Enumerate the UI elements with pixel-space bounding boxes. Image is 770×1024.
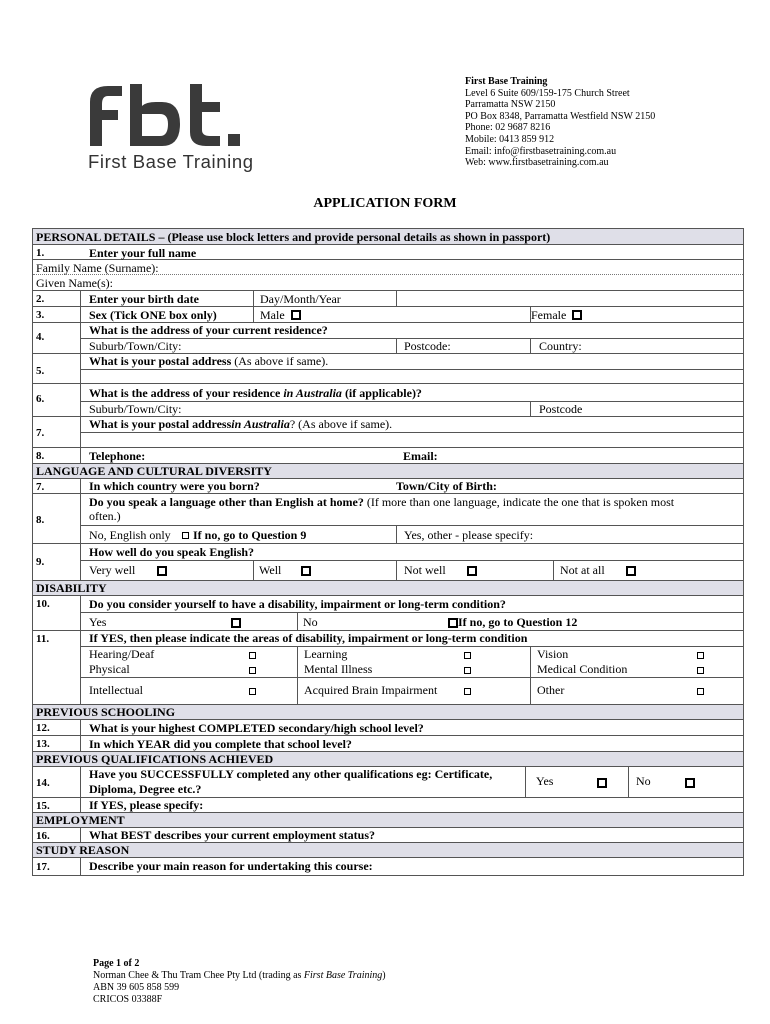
q-number: 9. (36, 556, 45, 568)
q-hint: (If more than one language, indicate the one that is spoken most (363, 495, 675, 509)
male-label: Male (260, 308, 285, 322)
email: Email: info@firstbasetraining.com.au (465, 145, 617, 157)
q-label: What BEST describes your current employment status? (89, 828, 376, 842)
quals-no-checkbox[interactable] (685, 778, 695, 788)
section-schooling (33, 705, 743, 720)
q3-row (33, 307, 743, 323)
other-label: Other (537, 683, 565, 697)
mobile: Mobile: 0413 859 912 (465, 133, 555, 145)
brain-checkbox[interactable] (464, 688, 471, 695)
q-label: Enter your full name (89, 246, 197, 260)
no-label: No (303, 615, 318, 629)
q-number: 6. (36, 393, 45, 405)
family-name-field[interactable] (33, 260, 743, 275)
vision-checkbox[interactable] (697, 652, 704, 659)
q-label-emphasis: in Australia (283, 386, 342, 400)
q-label: How well do you speak English? (89, 545, 255, 559)
q-label: What is your highest COMPLETED secondary/high school level? (89, 721, 424, 735)
quals-yes-checkbox[interactable] (597, 778, 607, 788)
q-label: What is the address of your current residence? (89, 323, 328, 337)
q-label: What is your postal address (89, 354, 232, 368)
yes-other-label: Yes, other - please specify: (404, 528, 534, 542)
learning-label: Learning (304, 647, 348, 661)
q-label: In which country were you born? (89, 479, 260, 493)
q-number: 11. (36, 633, 50, 645)
q11-row (33, 631, 743, 705)
section-title: LANGUAGE AND CULTURAL DIVERSITY (36, 464, 272, 478)
medical-label: Medical Condition (537, 662, 628, 676)
country-label: Country: (539, 339, 582, 353)
q-number: 8. (36, 514, 45, 526)
q-label: What is your postal address (89, 417, 232, 431)
q-label: Describe your main reason for undertaking this course: (89, 859, 373, 873)
postcode-label: Postcode: (404, 339, 451, 353)
abn: ABN 39 605 858 599 (93, 982, 180, 993)
q16-row (33, 828, 743, 843)
address-line-2: Parramatta NSW 2150 (465, 99, 556, 111)
q8-row (33, 448, 743, 464)
page-footer (93, 958, 386, 1006)
not-well-checkbox[interactable] (467, 566, 477, 576)
company-text-end: ) (382, 970, 386, 981)
physical-label: Physical (89, 662, 130, 676)
very-well-checkbox[interactable] (157, 566, 167, 576)
not-at-all-checkbox[interactable] (626, 566, 636, 576)
q-label-emphasis: in Australia (231, 417, 290, 431)
q-number: 3. (36, 309, 45, 321)
q-hint: often.) (89, 509, 121, 523)
no-english-checkbox[interactable] (182, 532, 189, 539)
family-name-label: Family Name (Surname): (36, 261, 159, 275)
website: Web: www.firstbasetraining.com.au (465, 157, 609, 169)
q-number: 15. (36, 800, 50, 812)
well-label: Well (259, 563, 282, 577)
contact-block (465, 76, 655, 169)
other-checkbox[interactable] (697, 688, 704, 695)
skip-instruction: If no, go to Question 9 (193, 528, 307, 542)
q-number: 5. (36, 365, 45, 377)
q7-row (33, 417, 743, 448)
section-title: STUDY REASON (36, 843, 130, 857)
q-label: In which YEAR did you complete that school level? (89, 737, 352, 751)
org-name: First Base Training (465, 76, 548, 87)
section-study (33, 843, 743, 858)
q-label-tail: (if applicable)? (341, 386, 422, 400)
not-well-label: Not well (404, 563, 446, 577)
section-title: DISABILITY (36, 581, 107, 595)
cricos: CRICOS 03388F (93, 994, 163, 1005)
yes-label: Yes (89, 615, 107, 629)
q14-row (33, 767, 743, 798)
company-text: Norman Chee & Thu Tram Chee Pty Ltd (trading as (93, 970, 304, 981)
mental-checkbox[interactable] (464, 667, 471, 674)
well-checkbox[interactable] (301, 566, 311, 576)
section-title: PREVIOUS SCHOOLING (36, 705, 176, 719)
given-name-label: Given Name(s): (36, 276, 113, 290)
q10-row (33, 596, 743, 631)
po-box: PO Box 8348, Parramatta Westfield NSW 2150 (465, 110, 656, 122)
q-label: Have you SUCCESSFULLY completed any other qualifications eg: Certificate, (89, 767, 493, 781)
intellectual-checkbox[interactable] (249, 688, 256, 695)
q-number: 1. (36, 247, 45, 259)
q-number: 7. (36, 481, 45, 493)
q-number: 4. (36, 331, 45, 343)
q-number: 16. (36, 830, 50, 842)
q15-row (33, 798, 743, 813)
q1-row (33, 245, 743, 260)
vision-label: Vision (537, 647, 569, 661)
application-form (32, 228, 744, 876)
q5-row (33, 354, 743, 384)
country-of-birth-row (33, 479, 743, 494)
section-employment (33, 813, 743, 828)
q-label: Do you speak a language other than English at home? (89, 495, 364, 509)
telephone-label: Telephone: (89, 449, 146, 463)
fbt-logo-mark (88, 80, 263, 150)
page-number: Page 1 of 2 (93, 958, 140, 969)
disability-yes-checkbox[interactable] (231, 618, 241, 628)
q6-row (33, 384, 743, 417)
section-title: PERSONAL DETAILS – (Please use block letters and provide personal details as shown in passport) (36, 230, 551, 244)
female-label: Female (531, 308, 567, 322)
date-format-hint: Day/Month/Year (260, 292, 341, 306)
brain-label: Acquired Brain Impairment (304, 683, 438, 697)
phone: Phone: 02 9687 8216 (465, 122, 551, 134)
q-number: 14. (36, 777, 50, 789)
q-number: 17. (36, 861, 50, 873)
q-number: 13. (36, 738, 50, 750)
q-label: If YES, then please indicate the areas of disability, impairment or long-term condition (89, 631, 528, 645)
q-number: 12. (36, 722, 50, 734)
no-english-label: No, English only (89, 528, 171, 542)
medical-checkbox[interactable] (697, 667, 704, 674)
section-title: PREVIOUS QUALIFICATIONS ACHIEVED (36, 752, 274, 766)
section-qualifications (33, 752, 743, 767)
q-label: What is the address of your residence (89, 386, 284, 400)
language-row (33, 494, 743, 544)
q-label: Diploma, Degree etc.? (89, 782, 202, 796)
q-number: 8. (36, 450, 45, 462)
yes-label: Yes (536, 774, 554, 788)
no-label: No (636, 774, 651, 788)
q-label: Sex (Tick ONE box only) (89, 308, 217, 322)
mental-label: Mental Illness (304, 662, 373, 676)
logo-tagline: First Base Training (88, 151, 254, 172)
q-label: If YES, please specify: (89, 798, 204, 812)
q17-row (33, 858, 743, 876)
male-checkbox[interactable] (291, 310, 301, 320)
learning-checkbox[interactable] (464, 652, 471, 659)
postcode-label: Postcode (539, 402, 583, 416)
section-disability (33, 581, 743, 596)
q4-row (33, 323, 743, 354)
q-hint: (As above if same). (231, 354, 329, 368)
q-number: 10. (36, 598, 50, 610)
town-birth-label: Town/City of Birth: (396, 479, 497, 493)
address-line-1: Level 6 Suite 609/159-175 Church Street (465, 87, 630, 99)
form-title: APPLICATION FORM (313, 196, 457, 211)
q-label: Enter your birth date (89, 292, 199, 306)
female-checkbox[interactable] (572, 310, 582, 320)
q12-row (33, 720, 743, 736)
q-number: 7. (36, 427, 45, 439)
company-line (93, 970, 386, 982)
section-personal (33, 229, 743, 245)
suburb-label: Suburb/Town/City: (89, 402, 182, 416)
section-title: EMPLOYMENT (36, 813, 125, 827)
q13-row (33, 736, 743, 752)
suburb-label: Suburb/Town/City: (89, 339, 182, 353)
hearing-label: Hearing/Deaf (89, 647, 155, 661)
given-name-field[interactable] (33, 275, 743, 291)
q-number: 2. (36, 293, 45, 305)
q-label: Do you consider yourself to have a disability, impairment or long-term condition? (89, 597, 506, 611)
not-at-all-label: Not at all (560, 563, 605, 577)
skip-instruction: If no, go to Question 12 (458, 615, 578, 629)
q2-row (33, 291, 743, 307)
very-well-label: Very well (89, 563, 136, 577)
company-brand: First Base Training (303, 970, 383, 981)
physical-checkbox[interactable] (249, 667, 256, 674)
company-logo (88, 80, 263, 175)
intellectual-label: Intellectual (89, 683, 143, 697)
hearing-checkbox[interactable] (249, 652, 256, 659)
disability-no-checkbox[interactable] (448, 618, 458, 628)
section-language (33, 464, 743, 479)
email-label: Email: (403, 449, 438, 463)
q-hint: ? (As above if same). (289, 417, 393, 431)
english-level-row (33, 544, 743, 581)
